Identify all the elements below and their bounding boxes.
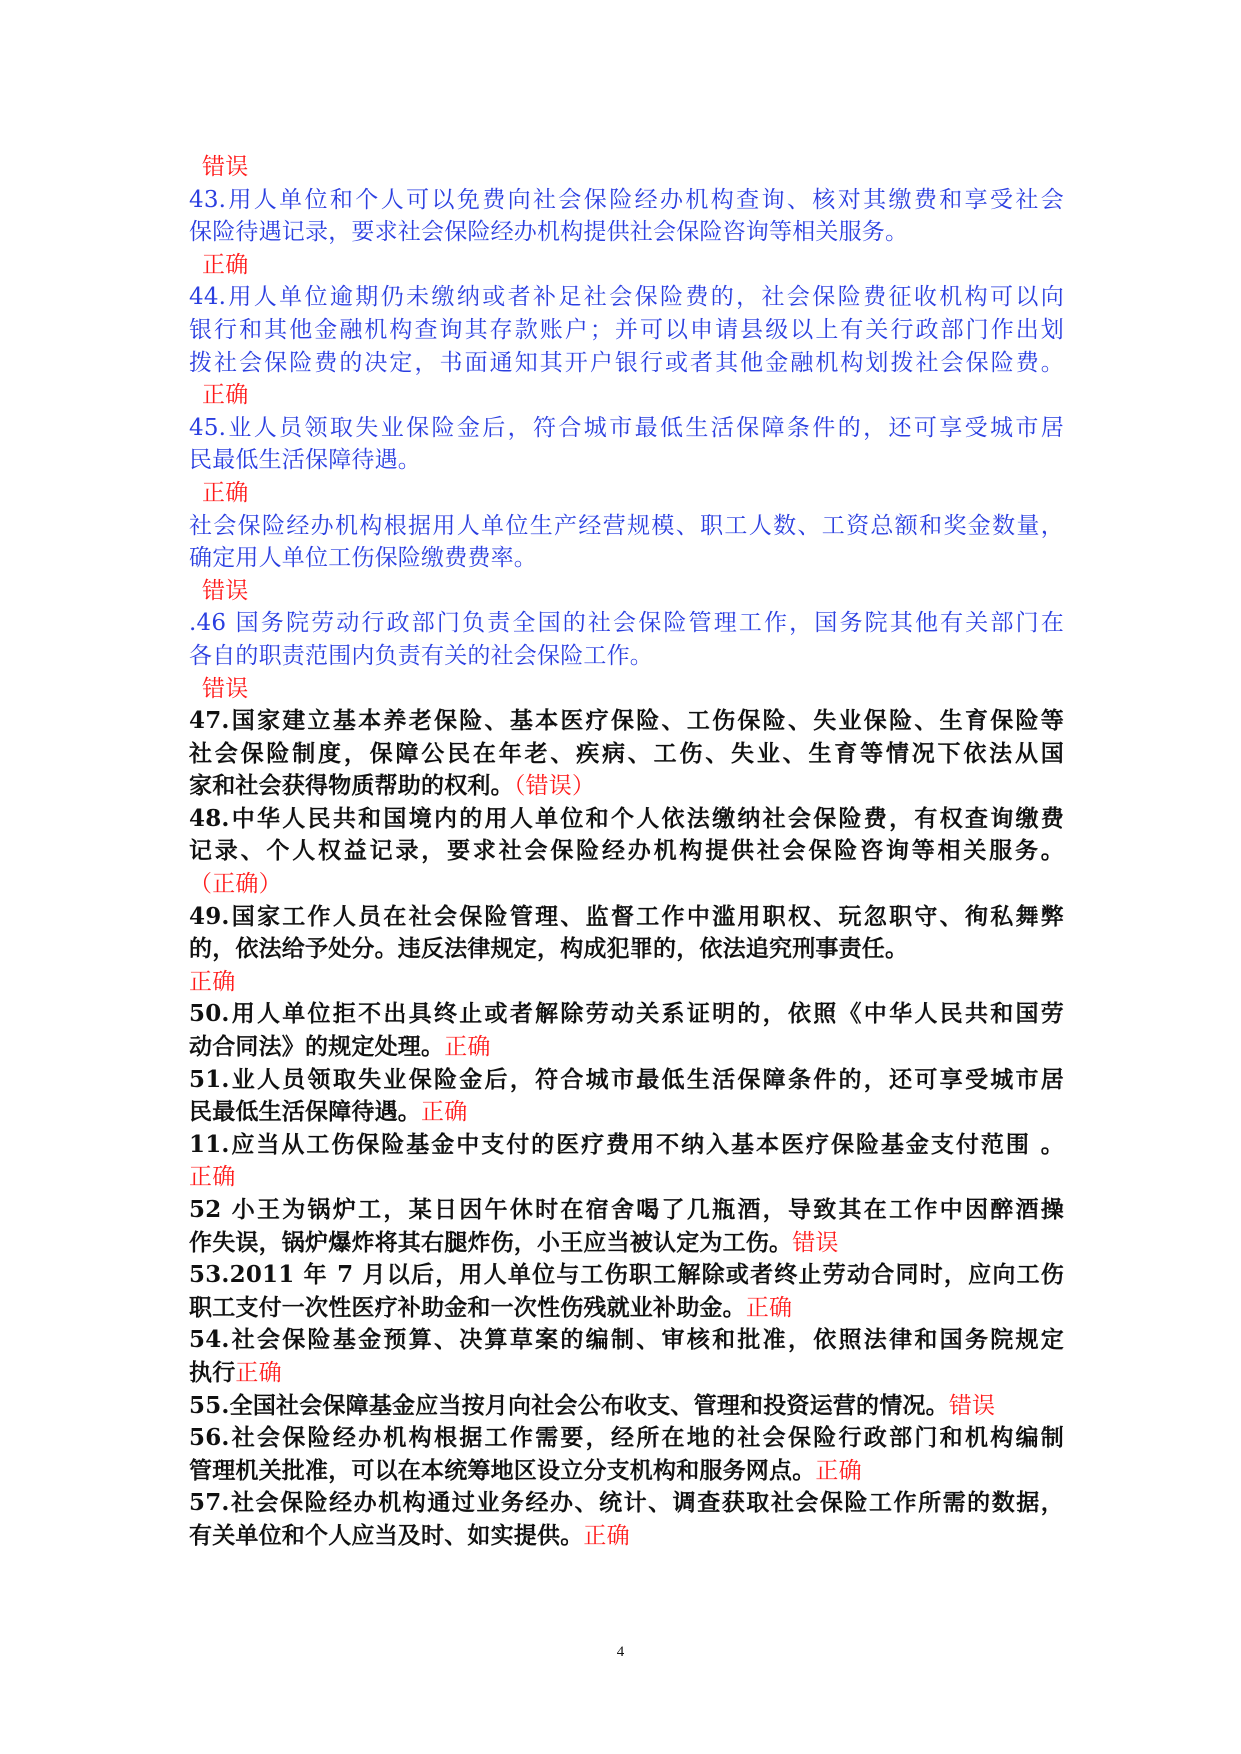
question-line [189, 510, 1064, 543]
question-line [189, 803, 1064, 836]
answer-label: 正确 [235, 1359, 282, 1386]
question-line [189, 1064, 1064, 1097]
line-text: 44.用人单位逾期仍未缴纳或者补足社会保险费的，社会保险费征收机构可以向 [189, 284, 1064, 311]
line-text: 55.全国社会保障基金应当按月向社会公布收支、管理和投资运营的情况。 [189, 1391, 949, 1419]
line-text: 错误 [202, 577, 249, 604]
line-text: 11.应当从工伤保险基金中支付的医疗费用不纳入基本医疗保险基金支付范围 。 [189, 1130, 1064, 1158]
question-line [189, 1455, 1064, 1488]
line-text: 53.2011 年 7 月以后，用人单位与工伤职工解除或者终止劳动合同时，应向工伤 [189, 1261, 1064, 1289]
line-text: .46 国务院劳动行政部门负责全国的社会保险管理工作，国务院其他有关部门在 [189, 610, 1064, 637]
line-text: 47.国家建立基本养老保险、基本医疗保险、工伤保险、失业保险、生育保险等 [189, 707, 1064, 735]
page-number: 4 [616, 1644, 625, 1660]
answer-line [189, 249, 1064, 282]
answer-label: （错误） [513, 773, 596, 800]
question-line [189, 1390, 1064, 1423]
answer-line [189, 1161, 1064, 1194]
question-line [189, 738, 1064, 771]
answer-label: 正确 [421, 1099, 468, 1126]
line-text: 正确 [202, 382, 249, 409]
question-line [189, 281, 1064, 314]
question-line [189, 998, 1064, 1031]
line-text: 43.用人单位和个人可以免费向社会保险经办机构查询、核对其缴费和享受社会 [189, 186, 1064, 213]
line-text: 执行 [189, 1358, 236, 1386]
question-line [189, 1096, 1064, 1129]
question-line [189, 607, 1064, 640]
question-line [189, 542, 1064, 575]
question-line [189, 347, 1064, 380]
line-text: 民最低生活保障待遇。 [189, 447, 421, 474]
line-text: 52 小王为锅炉工，某日因午休时在宿舍喝了几瓶酒，导致其在工作中因醉酒操 [189, 1196, 1064, 1223]
line-text: 正确 [189, 1164, 236, 1191]
question-line [189, 1487, 1064, 1520]
line-text: 确定用人单位工伤保险缴费费率。 [189, 545, 537, 572]
question-line [189, 705, 1064, 738]
question-line [189, 901, 1064, 934]
line-text: 拨社会保险费的决定，书面通知其开户银行或者其他金融机构划拨社会保险费。 [189, 349, 1064, 376]
line-text: 动合同法》的规定处理。 [189, 1033, 445, 1061]
line-text: 57.社会保险经办机构通过业务经办、统计、调查获取社会保险工作所需的数据， [189, 1489, 1064, 1517]
line-text: 51.业人员领取失业保险金后，符合城市最低生活保障条件的，还可享受城市居 [189, 1065, 1064, 1093]
line-text: 管理机关批准，可以在本统筹地区设立分支机构和服务网点。 [189, 1456, 816, 1484]
question-line [189, 216, 1064, 249]
line-text: 社会保险经办机构根据用人单位生产经营规模、职工人数、工资总额和奖金数量， [189, 512, 1064, 539]
line-text: 家和社会获得物质帮助的权利。 [189, 772, 514, 800]
answer-label: 错误 [792, 1229, 839, 1256]
answer-label: 错误 [948, 1392, 996, 1419]
question-line [189, 314, 1064, 347]
line-text: 正确 [189, 968, 236, 995]
question-line [189, 835, 1064, 868]
line-text: 保险待遇记录，要求社会保险经办机构提供社会保险咨询等相关服务。 [189, 219, 909, 246]
answer-line [189, 966, 1064, 999]
line-text: 54.社会保险基金预算、决算草案的编制、审核和批准，依照法律和国务院规定 [189, 1326, 1064, 1354]
answer-label: 正确 [583, 1522, 630, 1549]
answer-line [189, 477, 1064, 510]
answer-line [189, 151, 1064, 184]
question-line [189, 1129, 1064, 1162]
line-text: 56.社会保险经办机构根据工作需要，经所在地的社会保险行政部门和机构编制 [189, 1424, 1064, 1452]
question-line [189, 184, 1064, 217]
question-line [189, 1520, 1064, 1553]
answer-line [189, 575, 1064, 608]
answer-label: 正确 [815, 1457, 862, 1484]
question-line [189, 1031, 1064, 1064]
document-body [189, 151, 1064, 1553]
line-text: 错误 [202, 154, 249, 180]
line-text: 错误 [202, 675, 249, 702]
line-text: 49.国家工作人员在社会保险管理、监督工作中滥用职权、玩忽职守、徇私舞弊 [189, 902, 1064, 930]
line-text: 职工支付一次性医疗补助金和一次性伤残就业补助金。 [189, 1293, 746, 1321]
question-line [189, 444, 1064, 477]
question-line [189, 1357, 1064, 1390]
answer-label: 正确 [745, 1294, 793, 1321]
line-text: 正确 [202, 251, 249, 278]
line-text: 各自的职责范围内负责有关的社会保险工作。 [189, 642, 653, 669]
question-line [189, 1194, 1064, 1227]
line-text: 的，依法给予处分。违反法律规定，构成犯罪的，依法追究刑事责任。 [189, 935, 909, 963]
answer-line [189, 379, 1064, 412]
line-text: 记录、个人权益记录，要求社会保险经办机构提供社会保险咨询等相关服务。 [189, 837, 1064, 865]
question-line [189, 1259, 1064, 1292]
line-text: （正确） [189, 871, 282, 898]
answer-label: 正确 [444, 1034, 491, 1061]
line-text: 民最低生活保障待遇。 [189, 1098, 421, 1126]
question-line [189, 1324, 1064, 1357]
line-text: 作失误，锅炉爆炸将其右腿炸伤，小王应当被认定为工伤。 [189, 1228, 793, 1256]
line-text: 社会保险制度，保障公民在年老、疾病、工伤、失业、生育等情况下依法从国 [189, 739, 1064, 767]
question-line [189, 933, 1064, 966]
question-line [189, 640, 1064, 673]
line-text: 50.用人单位拒不出具终止或者解除劳动关系证明的，依照《中华人民共和国劳 [189, 1000, 1064, 1028]
question-line [189, 1227, 1064, 1260]
answer-line [189, 673, 1064, 706]
line-text: 有关单位和个人应当及时、如实提供。 [189, 1521, 584, 1549]
line-text: 48.中华人民共和国境内的用人单位和个人依法缴纳社会保险费，有权查询缴费 [189, 804, 1064, 832]
question-line [189, 1422, 1064, 1455]
question-line [189, 1292, 1064, 1325]
line-text: 正确 [202, 479, 249, 506]
question-line [189, 412, 1064, 445]
answer-line [189, 868, 1064, 901]
question-line [189, 770, 1064, 803]
line-text: 银行和其他金融机构查询其存款账户；并可以申请县级以上有关行政部门作出划 [189, 316, 1064, 343]
line-text: 45.业人员领取失业保险金后，符合城市最低生活保障条件的，还可享受城市居 [189, 414, 1064, 441]
